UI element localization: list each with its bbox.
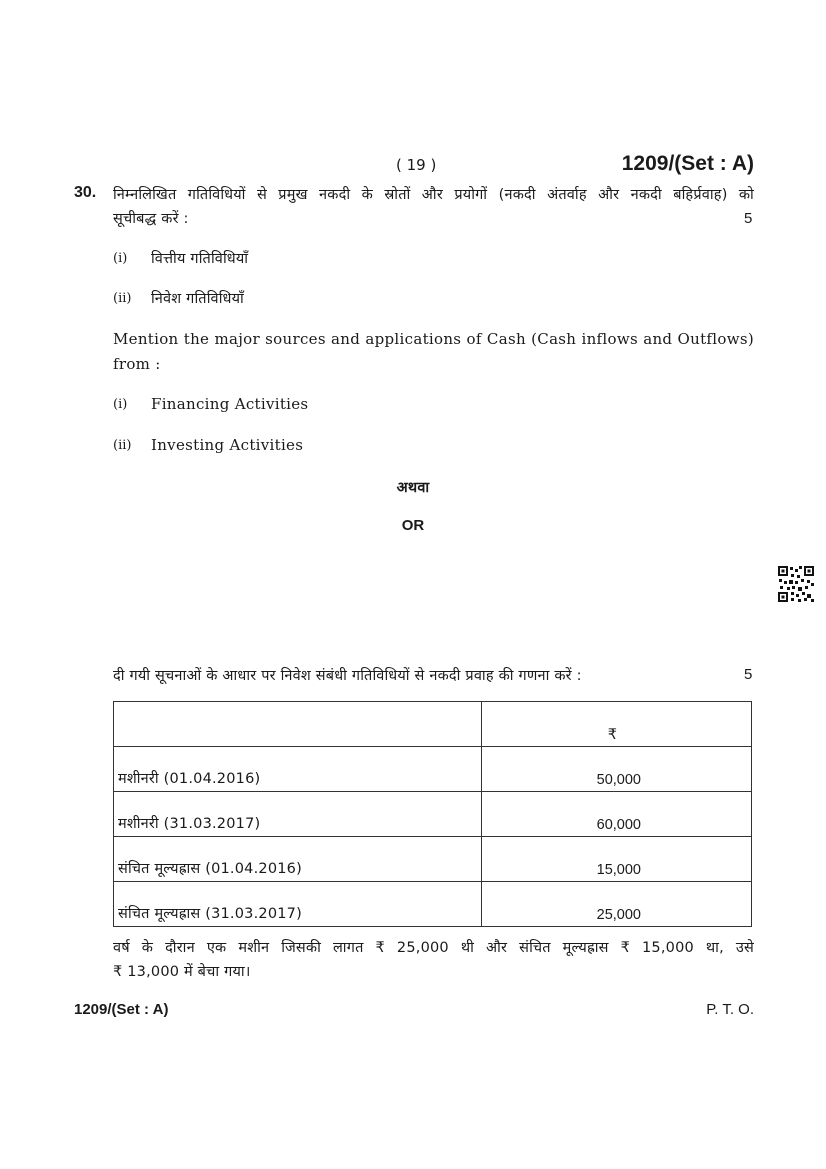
or-english: OR — [401, 517, 425, 534]
alternate-instruction: दी गयी सूचनाओं के आधार पर निवेश संबंधी गतिविधियों से नकदी प्रवाह की गणना करें : — [113, 668, 582, 684]
question-hindi-line-2: सूचीबद्ध करें : — [113, 211, 189, 227]
paper-code-footer: 1209/(Set : A) — [74, 1001, 169, 1018]
paper-code-header: 1209/(Set : A) — [621, 152, 754, 175]
table-row-value: 25,000 — [482, 882, 752, 927]
table-row-label: मशीनरी (01.04.2016) — [114, 747, 482, 792]
qr-code-icon — [777, 565, 815, 603]
table-row — [114, 792, 752, 837]
table-row-value: 50,000 — [482, 747, 752, 792]
question-english-line-1: Mention the major sources and applications of Cash (Cash inflows and Outflows) — [113, 330, 754, 348]
table-row-label: संचित मूल्यह्रास (31.03.2017) — [114, 882, 482, 927]
alternate-marks: 5 — [744, 666, 753, 683]
hindi-item-roman-2: (ii) — [113, 291, 132, 306]
question-hindi-line-1: निम्नलिखित गतिविधियों से प्रमुख नकदी के स्रोतों और प्रयोगों (नकदी अंतर्वाह और नकदी बहिर्प्रवाह) को — [113, 187, 754, 203]
page-number: ( 19 ) — [396, 156, 437, 174]
english-item-roman-1: (i) — [113, 397, 128, 412]
table-header-blank — [114, 702, 482, 747]
table-row-value: 15,000 — [482, 837, 752, 882]
hindi-item-text-1: वित्तीय गतिविधियाँ — [151, 251, 249, 267]
pto-label: P. T. O. — [706, 1001, 754, 1018]
table-row — [114, 837, 752, 882]
english-item-text-2: Investing Activities — [151, 436, 304, 454]
english-item-text-1: Financing Activities — [151, 395, 309, 413]
table-header-row — [114, 702, 752, 747]
question-english-line-2: from : — [113, 355, 161, 373]
table-row-label: संचित मूल्यह्रास (01.04.2016) — [114, 837, 482, 882]
table-row — [114, 882, 752, 927]
question-number: 30. — [74, 184, 97, 201]
table-row-value: 60,000 — [482, 792, 752, 837]
cash-flow-data-table — [113, 701, 752, 927]
or-hindi: अथवा — [396, 480, 430, 496]
hindi-item-roman-1: (i) — [113, 251, 128, 266]
note-line-2: ₹ 13,000 में बेचा गया। — [113, 964, 251, 980]
english-item-roman-2: (ii) — [113, 438, 132, 453]
table-row-label: मशीनरी (31.03.2017) — [114, 792, 482, 837]
hindi-item-text-2: निवेश गतिविधियाँ — [151, 291, 244, 307]
question-marks: 5 — [744, 210, 753, 227]
table-row — [114, 747, 752, 792]
note-line-1: वर्ष के दौरान एक मशीन जिसकी लागत ₹ 25,000 थी और संचित मूल्यह्रास ₹ 15,000 था, उसे — [113, 940, 754, 956]
table-currency-header: ₹ — [482, 702, 752, 747]
